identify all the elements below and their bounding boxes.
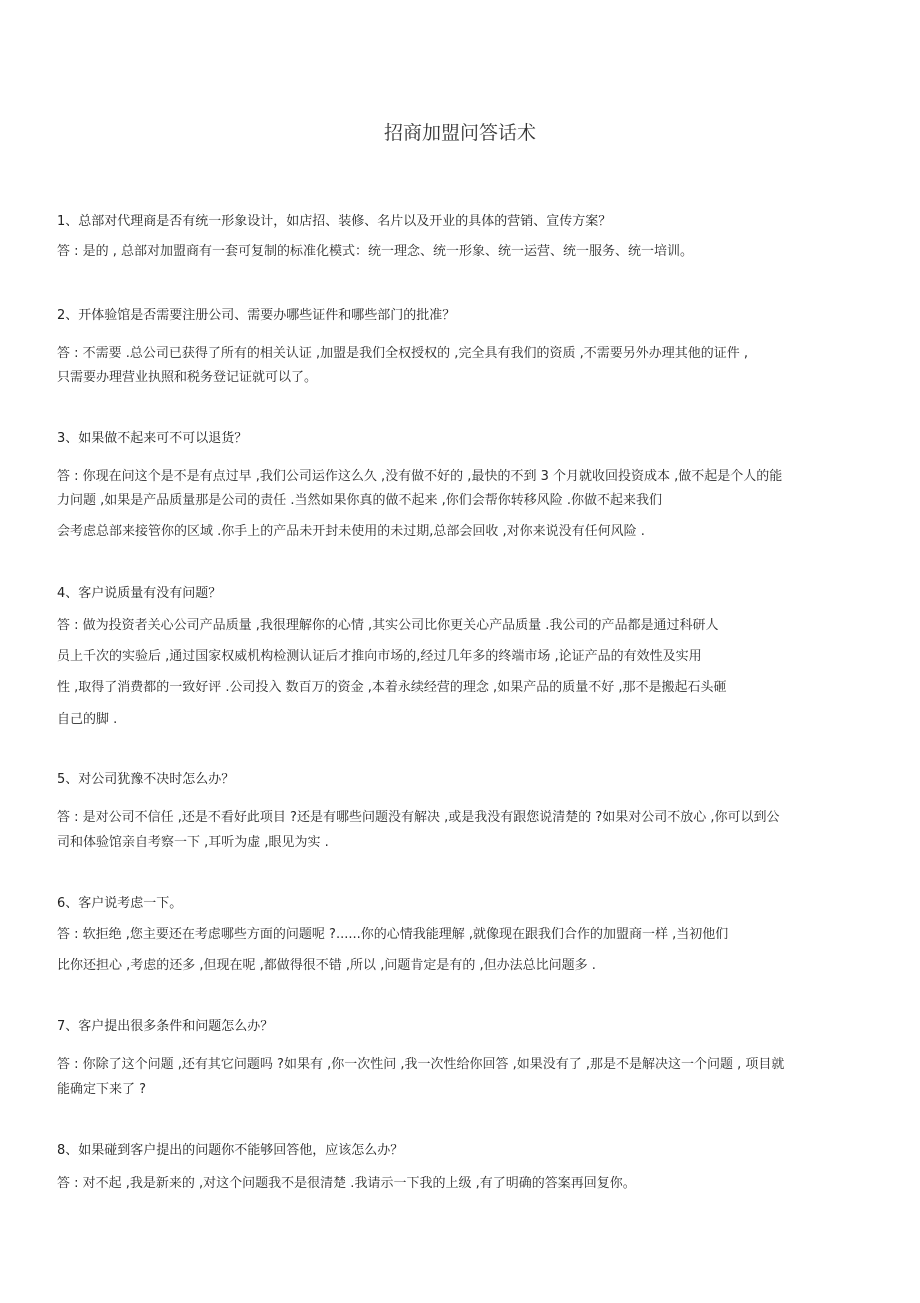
answer-6-line-1: 答 : 软拒绝 ,您主要还在考虑哪些方面的问题呢 ?......你的心情我能理解 ,就像现在跟我们合作的加盟商一样 ,当初他们	[57, 927, 729, 942]
answer-2-line-1: 答 : 不需要 .总公司已获得了所有的相关认证 ,加盟是我们全权授权的 ,完全具有我们的资质 ,不需要另外办理其他的证件 ,	[57, 346, 748, 361]
question-3: 3、如果做不起来可不可以退货？	[57, 431, 248, 446]
question-8: 8、如果碰到客户提出的问题你不能够回答他，应该怎么办？	[57, 1143, 404, 1158]
question-2: 2、开体验馆是否需要注册公司、需要办哪些证件和哪些部门的批准？	[57, 308, 456, 323]
answer-7-line-2: 能确定下来了 ?	[57, 1082, 147, 1097]
answer-4-line-4: 自己的脚 .	[57, 712, 118, 727]
answer-4-line-2: 员上千次的实验后 ,通过国家权威机构检测认证后才推向市场的,经过几年多的终端市场 ,论证产品的有效性及实用	[57, 649, 702, 664]
answer-6-line-2: 比你还担心 ,考虑的还多 ,但现在呢 ,都做得很不错 ,所以 ,问题肯定是有的 ,但办法总比问题多 .	[57, 958, 596, 973]
answer-3-line-2: 力问题 ,如果是产品质量那是公司的责任 .当然如果你真的做不起来 ,你们会帮你转移风险 .你做不起来我们	[57, 493, 663, 508]
answer-2-line-2: 只需要办理营业执照和税务登记证就可以了。	[57, 370, 318, 385]
answer-3-line-1: 答 : 你现在问这个是不是有点过早 ,我们公司运作这么久 ,没有做不好的 ,最快的不到 3 个月就收回投资成本 ,做不起是个人的能	[57, 469, 783, 484]
question-5: 5、对公司犹豫不决时怎么办？	[57, 772, 235, 787]
question-6: 6、客户说考虑一下。	[57, 896, 183, 911]
answer-1-line-1: 答 : 是的 , 总部对加盟商有一套可复制的标准化模式：统一理念、统一形象、统一运营、统一服务、统一培训。	[57, 244, 694, 259]
answer-5-line-1: 答 : 是对公司不信任 ,还是不看好此项目 ?还是有哪些问题没有解决 ,或是我没有跟您说清楚的 ?如果对公司不放心 ,你可以到公	[57, 810, 780, 825]
question-7: 7、客户提出很多条件和问题怎么办？	[57, 1019, 274, 1034]
question-4: 4、客户说质量有没有问题？	[57, 586, 222, 601]
answer-8-line-1: 答 : 对不起 ,我是新来的 ,对这个问题我不是很清楚 .我请示一下我的上级 ,有了明确的答案再回复你。	[57, 1176, 636, 1191]
answer-4-line-1: 答 : 做为投资者关心公司产品质量 ,我很理解你的心情 ,其实公司比你更关心产品质量 .我公司的产品都是通过科研人	[57, 618, 719, 633]
answer-4-line-3: 性 ,取得了消费都的一致好评 .公司投入 数百万的资金 ,本着永续经营的理念 ,如果产品的质量不好 ,那不是搬起石头砸	[57, 680, 727, 695]
document-title: 招商加盟问答话术	[383, 122, 536, 144]
answer-7-line-1: 答 : 你除了这个问题 ,还有其它问题吗 ?如果有 ,你一次性问 ,我一次性给你回答 ,如果没有了 ,那是不是解决这一个问题 , 项目就	[57, 1057, 785, 1072]
answer-5-line-2: 司和体验馆亲自考察一下 ,耳听为虚 ,眼见为实 .	[57, 835, 329, 850]
question-1: 1、总部对代理商是否有统一形象设计，如店招、装修、名片以及开业的具体的营销、宣传方案？	[57, 214, 612, 229]
answer-3-line-3: 会考虑总部来接管你的区域 .你手上的产品未开封未使用的未过期,总部会回收 ,对你来说没有任何风险 .	[57, 524, 645, 539]
